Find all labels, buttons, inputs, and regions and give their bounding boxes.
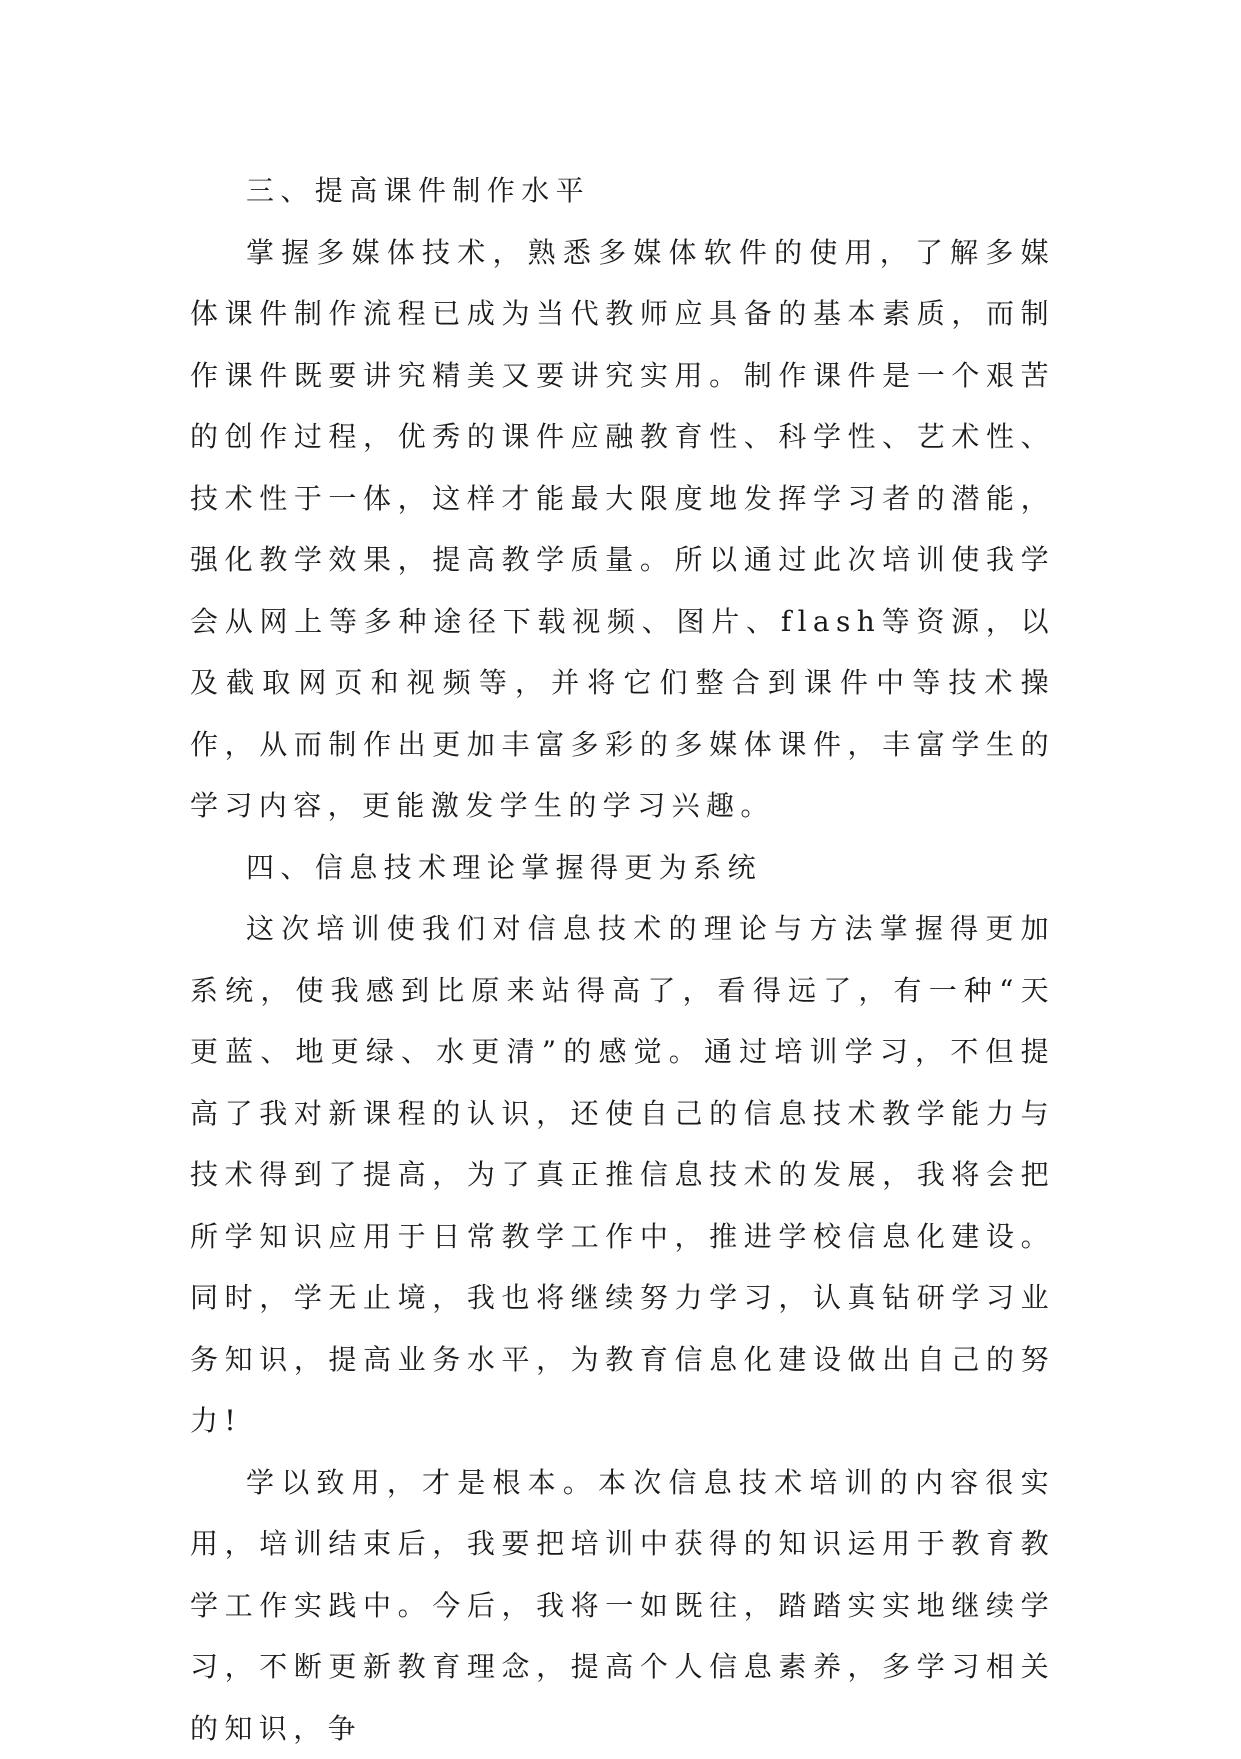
body-paragraph: 这次培训使我们对信息技术的理论与方法掌握得更加系统，使我感到比原来站得高了，看得远了，有一种“天更蓝、地更绿、水更清”的感觉。通过培训学习，不但提高了我对新课程的认识，还使自己的信息技术教学能力与技术得到了提高，为了真正推信息技术的发展，我将会把所学知识应用于日常教学工作中，推进学校信息化建设。同时，学无止境，我也将继续努力学习，认真钻研学习业务知识，提高业务水平，为教育信息化建设做出自己的努力! [190,898,1055,1452]
body-paragraph: 学以致用，才是根本。本次信息技术培训的内容很实用，培训结束后，我要把培训中获得的知识运用于教育教学工作实践中。今后，我将一如既往，踏踏实实地继续学习，不断更新教育理念，提高个人信息素养，多学习相关的知识，争 [190,1452,1055,1759]
section-heading: 四、信息技术理论掌握得更为系统 [190,837,1055,899]
body-paragraph: 掌握多媒体技术，熟悉多媒体软件的使用，了解多媒体课件制作流程已成为当代教师应具备的基本素质，而制作课件既要讲究精美又要讲究实用。制作课件是一个艰苦的创作过程，优秀的课件应融教育性、科学性、艺术性、技术性于一体，这样才能最大限度地发挥学习者的潜能，强化教学效果，提高教学质量。所以通过此次培训使我学会从网上等多种途径下载视频、图片、flash等资源，以及截取网页和视频等，并将它们整合到课件中等技术操作，从而制作出更加丰富多彩的多媒体课件，丰富学生的学习内容，更能激发学生的学习兴趣。 [190,222,1055,837]
section-heading: 三、提高课件制作水平 [190,160,1055,222]
document-page [190,160,1055,1759]
